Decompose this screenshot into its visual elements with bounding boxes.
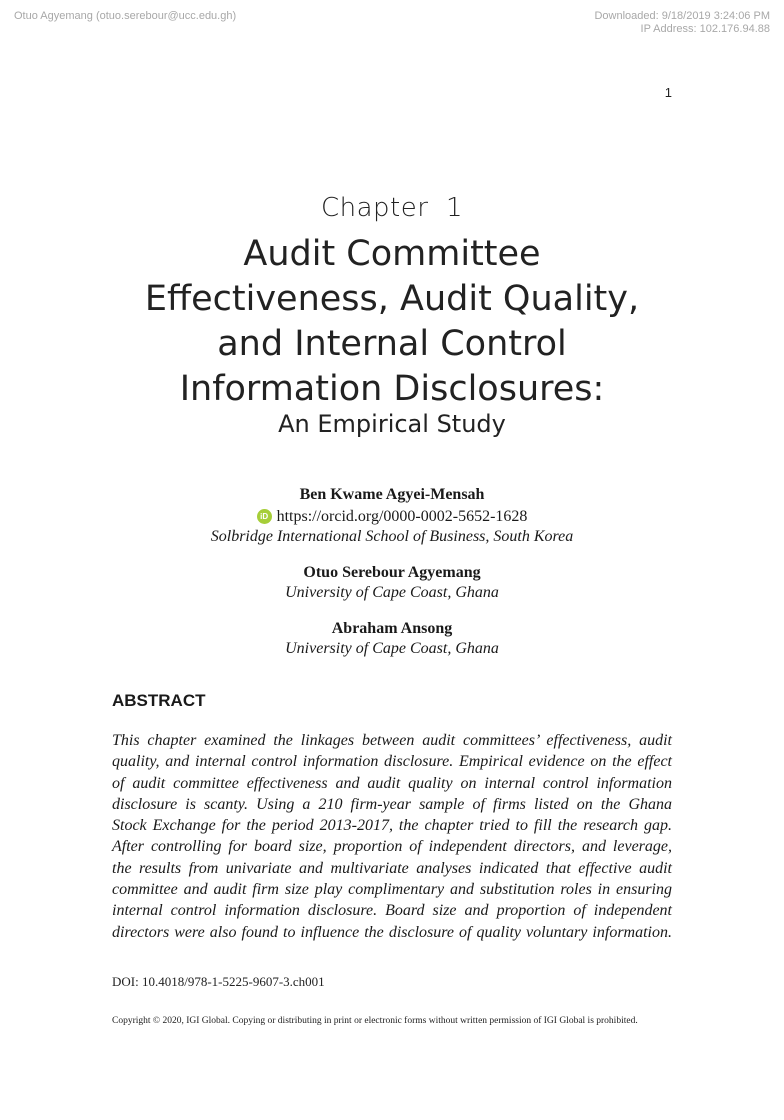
- orcid-icon: iD: [257, 509, 272, 524]
- chapter-title: [0, 232, 784, 412]
- abstract-heading: ABSTRACT: [112, 691, 206, 710]
- abstract-line: After controlling for board size, proportion of independent directors, and leverage,: [112, 838, 672, 856]
- author-affiliation: University of Cape Coast, Ghana: [285, 584, 499, 601]
- author-affiliation: Solbridge International School of Business, South Korea: [210, 527, 574, 545]
- title-line: Effectiveness, Audit Quality,: [144, 279, 640, 319]
- title-line: Information Disclosures:: [179, 369, 605, 409]
- abstract-line: directors were also found to influence the disclosure of quality voluntary information.: [112, 923, 672, 941]
- author-block: [0, 485, 784, 547]
- copyright-notice: Copyright © 2020, IGI Global. Copying or distributing in print or electronic forms without written permission of IGI Global is prohibited.: [112, 1016, 638, 1026]
- abstract-line: internal control information disclosure. Board size and proportion of independent: [112, 902, 672, 920]
- author-block: [0, 619, 784, 659]
- abstract-line: quality, and internal control information disclosure. Empirical evidence on the effect: [112, 753, 672, 771]
- page-number: 1: [664, 85, 672, 100]
- chapter-label: Chapter 1: [320, 193, 464, 223]
- orcid-line: [257, 507, 528, 527]
- abstract-line: committee and audit firm size play complimentary and substitution roles in ensuring: [112, 881, 672, 899]
- author-name: Otuo Serebour Agyemang: [303, 564, 481, 581]
- author-name: Abraham Ansong: [331, 620, 453, 637]
- abstract-line: the results from univariate and multivariate analyses indicated that effective audit: [112, 859, 672, 877]
- doi: DOI: 10.4018/978-1-5225-9607-3.ch001: [112, 974, 325, 989]
- author-name: Ben Kwame Agyei-Mensah: [299, 486, 485, 503]
- author-affiliation: University of Cape Coast, Ghana: [285, 640, 499, 657]
- abstract-line: disclosure is scanty. Using a 210 firm-year sample of firms listed on the Ghana: [112, 795, 672, 813]
- download-timestamp: Downloaded: 9/18/2019 3:24:06 PM: [594, 10, 770, 22]
- title-line: Audit Committee: [243, 234, 541, 274]
- orcid-link[interactable]: https://orcid.org/0000-0002-5652-1628: [276, 507, 528, 525]
- download-user-info: Otuo Agyemang (otuo.serebour@ucc.edu.gh): [14, 10, 237, 22]
- title-line: and Internal Control: [217, 324, 567, 364]
- ip-address: IP Address: 102.176.94.88: [640, 23, 770, 35]
- author-block: [0, 563, 784, 603]
- abstract-line: of audit committee effectiveness and audit quality on internal control information: [112, 774, 672, 792]
- abstract-line: This chapter examined the linkages between audit committees’ effectiveness, audit: [112, 732, 672, 749]
- abstract-text: [112, 730, 672, 943]
- abstract-line: Stock Exchange for the period 2013-2017, the chapter tried to fill the research gap.: [112, 817, 672, 835]
- download-meta: [594, 10, 770, 36]
- chapter-subtitle: An Empirical Study: [278, 410, 506, 438]
